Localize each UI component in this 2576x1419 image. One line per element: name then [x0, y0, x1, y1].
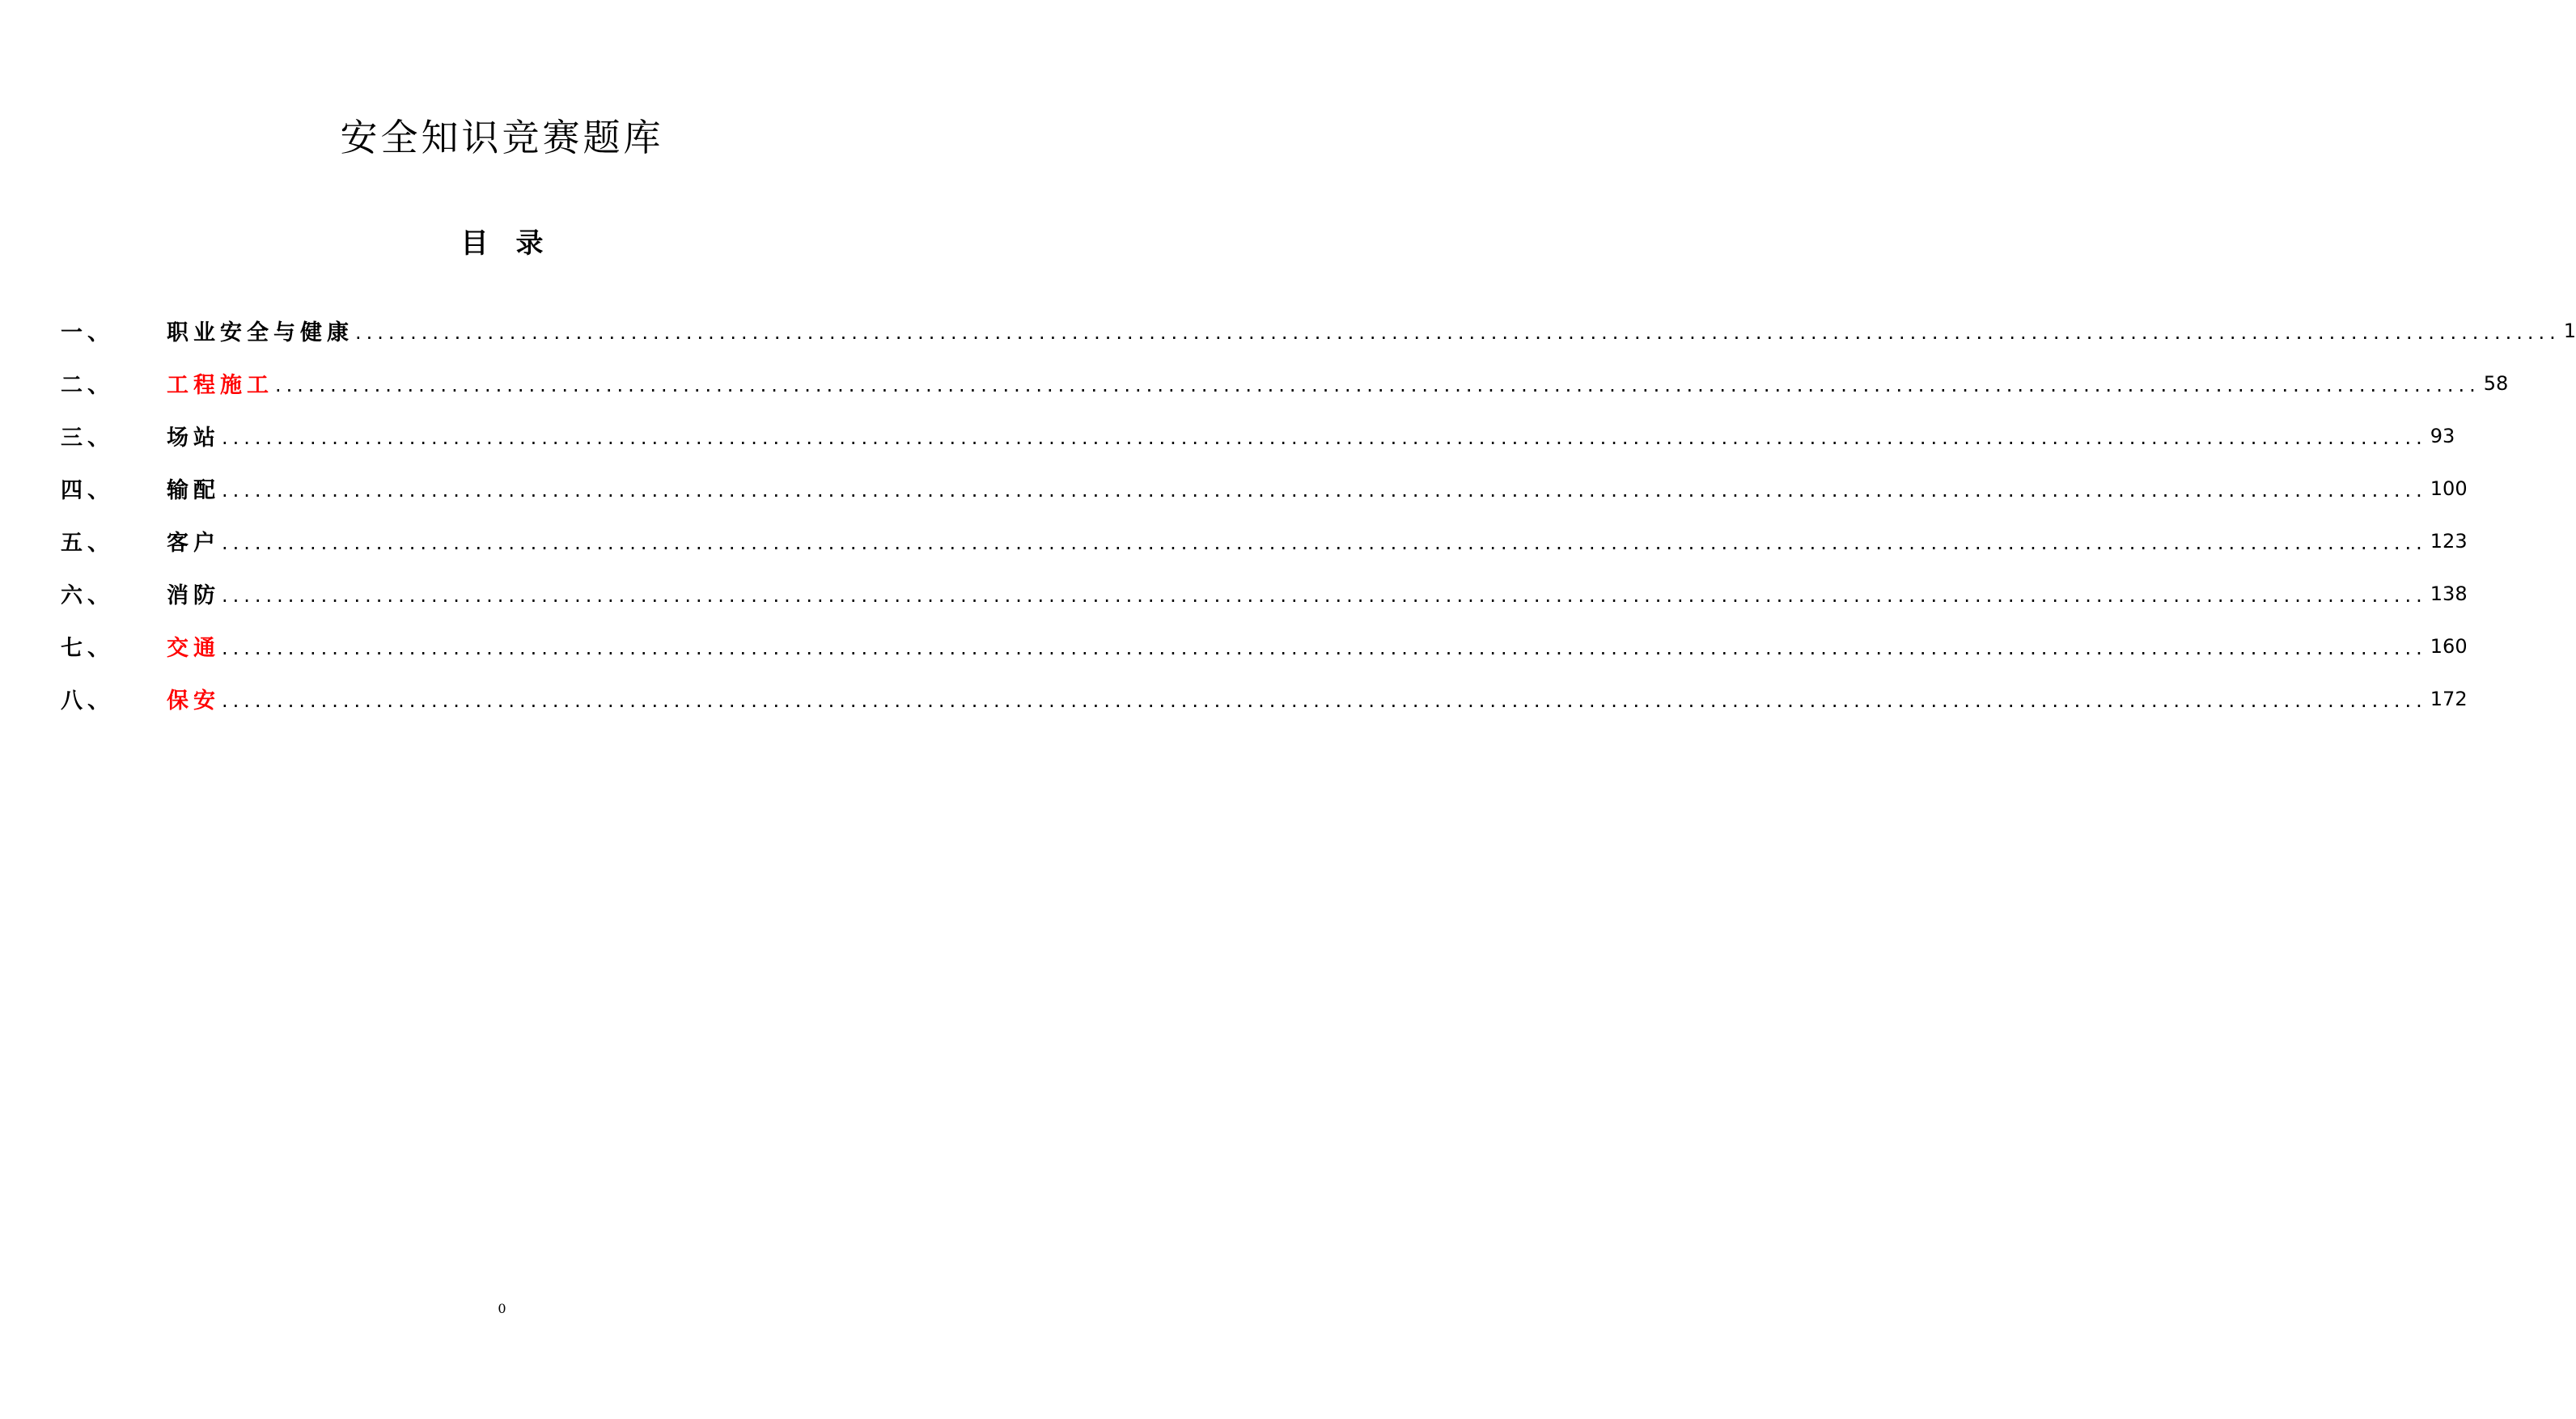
toc-entry-number: 二、 [61, 373, 114, 398]
toc-entry-page: 1 [2563, 319, 2576, 342]
toc-entry-page: 93 [2430, 424, 2455, 447]
toc-entry-label[interactable]: 客户 [167, 531, 220, 556]
toc-entry-page: 58 [2483, 371, 2509, 395]
toc-entry-page: 138 [2430, 582, 2468, 605]
toc-entry-label[interactable]: 场站 [167, 426, 220, 451]
toc-heading [0, 223, 1004, 264]
toc-dot-leader: ........................................................................................................................................................................................................ [275, 373, 2481, 396]
toc-entry-number: 六、 [61, 583, 114, 608]
toc-entry-number: 三、 [61, 426, 114, 451]
toc-dot-leader: ........................................................................................................................................................................................................ [355, 320, 2561, 344]
toc-dot-leader: ........................................................................................................................................................................................................ [222, 426, 2427, 449]
toc-entry-4[interactable] [61, 462, 2468, 515]
toc-entry-1[interactable] [61, 304, 2576, 357]
toc-entry-page: 123 [2430, 529, 2468, 553]
toc-dot-leader: ........................................................................................................................................................................................................ [222, 636, 2427, 659]
toc-heading-char-2: 录 [515, 227, 544, 260]
toc-entry-3[interactable] [61, 409, 2455, 462]
toc-dot-leader: ........................................................................................................................................................................................................ [222, 531, 2427, 554]
toc-entry-7[interactable] [61, 620, 2468, 672]
toc-entry-8[interactable] [61, 672, 2468, 725]
toc-entry-6[interactable] [61, 567, 2468, 620]
document-title: 安全知识竞赛题库 [340, 116, 664, 159]
toc-entry-number: 七、 [61, 636, 114, 661]
toc-entry-label[interactable]: 保安 [167, 688, 220, 714]
toc-entry-label[interactable]: 消防 [167, 583, 220, 608]
toc-entry-number: 八、 [61, 688, 114, 714]
page-number: 0 [498, 1301, 506, 1316]
toc-dot-leader: ........................................................................................................................................................................................................ [222, 688, 2427, 712]
toc-entry-label[interactable]: 交通 [167, 636, 220, 661]
toc-dot-leader: ........................................................................................................................................................................................................ [222, 478, 2427, 502]
toc-entry-page: 172 [2430, 687, 2468, 710]
toc-entry-page: 100 [2430, 477, 2468, 500]
toc-dot-leader: ........................................................................................................................................................................................................ [222, 583, 2427, 607]
toc-heading-char-1: 目 [460, 227, 489, 260]
toc-entry-2[interactable] [61, 357, 2509, 409]
toc-list [61, 304, 2576, 725]
toc-entry-label[interactable]: 职业安全与健康 [167, 320, 354, 345]
toc-entry-number: 四、 [61, 478, 114, 503]
toc-entry-page: 160 [2430, 634, 2468, 658]
toc-entry-number: 一、 [61, 320, 114, 345]
toc-entry-5[interactable] [61, 515, 2468, 567]
toc-entry-number: 五、 [61, 531, 114, 556]
toc-entry-label[interactable]: 工程施工 [167, 373, 273, 398]
toc-entry-label[interactable]: 输配 [167, 478, 220, 503]
